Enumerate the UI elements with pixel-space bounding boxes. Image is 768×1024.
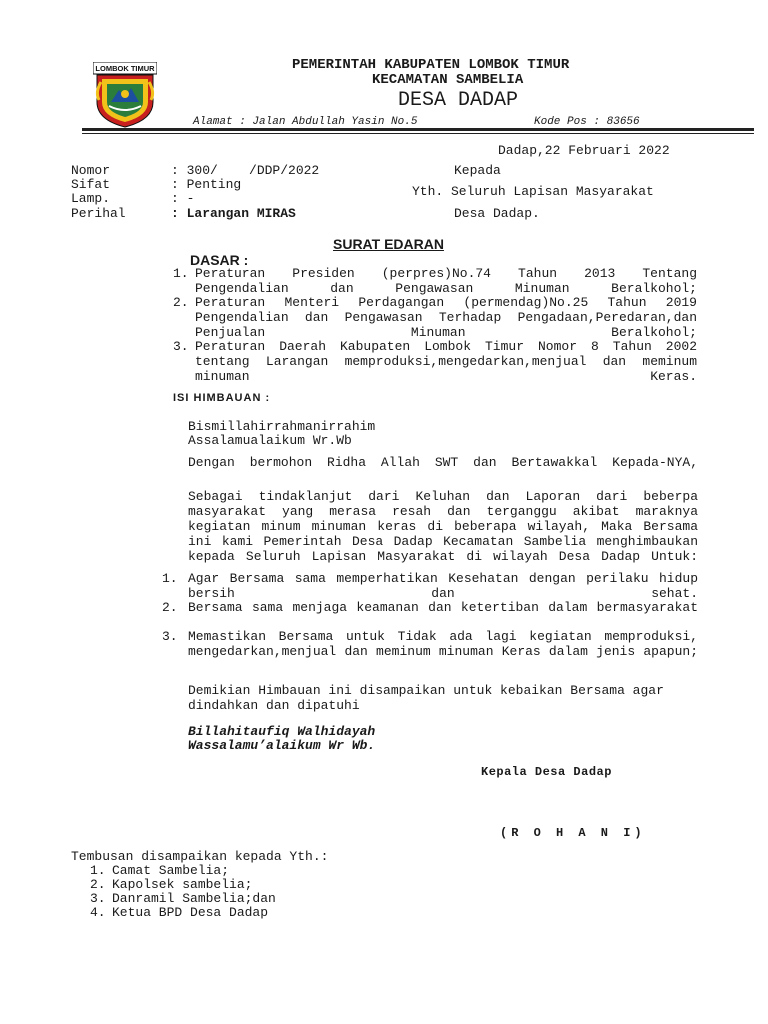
himbauan-item-1: Agar Bersama sama memperhatikan Kesehatan dengan perilaku hidup bersih dan sehat. bbox=[188, 571, 698, 601]
closing-wassalam: Wassalamu’alaikum Wr Wb. bbox=[188, 738, 376, 753]
tembusan-item-4: Ketua BPD Desa Dadap bbox=[112, 905, 269, 920]
svg-text:LOMBOK TIMUR: LOMBOK TIMUR bbox=[95, 64, 155, 73]
recipient-line: Yth. Seluruh Lapisan Masyarakat bbox=[412, 184, 654, 199]
tembusan-number-2: 2. bbox=[90, 877, 106, 892]
tembusan-item-1: Camat Sambelia; bbox=[112, 863, 230, 878]
recipient-place: Desa Dadap. bbox=[454, 206, 540, 221]
tembusan-number-4: 4. bbox=[90, 905, 106, 920]
tembusan-item-3: Danramil Sambelia;dan bbox=[112, 891, 276, 906]
dasar-number-2: 2. bbox=[173, 295, 189, 310]
greeting-salam: Assalamualaikum Wr.Wb bbox=[188, 433, 352, 448]
dasar-number-3: 3. bbox=[173, 339, 189, 354]
letterhead-line-2: KECAMATAN SAMBELIA bbox=[372, 72, 524, 88]
signer-name: (R O H A N I) bbox=[500, 826, 646, 840]
himbauan-item-2: Bersama sama menjaga keamanan dan ketertiban dalam bermasyarakat bbox=[188, 600, 698, 615]
tembusan-number-3: 3. bbox=[90, 891, 106, 906]
paragraph-background: Sebagai tindaklanjut dari Keluhan dan Laporan dari beberpa masyarakat yang merasa resah dan terganggu akibat maraknya kegiatan minum minuman keras di beberapa wilayah, Maka Bersama ini kami Pemerintah Desa Dadap Kecamatan Sambelia menghimbaukan kepada Seluruh Lapisan Masyarakat di wilayah Desa Dadap Untuk: bbox=[188, 489, 698, 564]
signer-title: Kepala Desa Dadap bbox=[481, 765, 612, 779]
meta-value-perihal: : Larangan MIRAS bbox=[171, 206, 296, 221]
meta-value-nomor: : 300/ /DDP/2022 bbox=[171, 163, 320, 178]
isi-himbauan-heading: ISI HIMBAUAN : bbox=[173, 392, 271, 404]
meta-label-lamp: Lamp. bbox=[71, 191, 111, 206]
meta-label-nomor: Nomor bbox=[71, 163, 111, 178]
dasar-number-1: 1. bbox=[173, 266, 189, 281]
dasar-item-1: Peraturan Presiden (perpres)No.74 Tahun 2013 Tentang Pengendalian dan Pengawasan Minuman Beralkohol; bbox=[195, 266, 697, 296]
himbauan-item-3: Memastikan Bersama untuk Tidak ada lagi kegiatan memproduksi, mengedarkan,menjual dan meminum minuman Keras dalam jenis apapun; bbox=[188, 629, 698, 659]
dasar-heading: DASAR : bbox=[190, 252, 249, 268]
himbauan-number-3: 3. bbox=[162, 629, 178, 644]
paragraph-opening: Dengan bermohon Ridha Allah SWT dan Bertawakkal Kepada-NYA, bbox=[188, 455, 698, 470]
dasar-item-2: Peraturan Menteri Perdagangan (permendag)No.25 Tahun 2019 Pengendalian dan Pengawasan Terhadap Pengadaan,Peredaran,dan Penjualan Minuman Beralkohol; bbox=[195, 295, 697, 340]
meta-value-lamp: : - bbox=[171, 191, 195, 206]
meta-label-perihal: Perihal bbox=[71, 206, 126, 221]
letterhead-village: DESA DADAP bbox=[398, 89, 519, 112]
letter-title: SURAT EDARAN bbox=[333, 236, 444, 252]
tembusan-number-1: 1. bbox=[90, 863, 106, 878]
letter-date: Dadap,22 Februari 2022 bbox=[498, 143, 670, 158]
himbauan-number-1: 1. bbox=[162, 571, 178, 586]
paragraph-closing: Demikian Himbauan ini disampaikan untuk kebaikan Bersama agar dindahkan dan dipatuhi bbox=[188, 683, 664, 713]
address: Alamat : Jalan Abdullah Yasin No.5 bbox=[193, 116, 418, 128]
letterhead-rule-thin bbox=[82, 133, 754, 134]
dasar-item-3: Peraturan Daerah Kabupaten Lombok Timur Nomor 8 Tahun 2002 tentang Larangan memproduksi,mengedarkan,menjual dan meminum minuman Keras. bbox=[195, 339, 697, 384]
meta-value-sifat: : Penting bbox=[171, 177, 242, 192]
postal-code: Kode Pos : 83656 bbox=[534, 116, 640, 128]
closing-billahitaufiq: Billahitaufiq Walhidayah bbox=[188, 724, 376, 739]
lombok-timur-emblem bbox=[93, 62, 157, 128]
meta-label-sifat: Sifat bbox=[71, 177, 111, 192]
greeting-bismillah: Bismillahirrahmanirrahim bbox=[188, 419, 376, 434]
letterhead-line-1: PEMERINTAH KABUPATEN LOMBOK TIMUR bbox=[292, 57, 570, 73]
letterhead-rule-thick bbox=[82, 128, 754, 131]
recipient-label: Kepada bbox=[454, 163, 501, 178]
tembusan-heading: Tembusan disampaikan kepada Yth.: bbox=[71, 849, 329, 864]
himbauan-number-2: 2. bbox=[162, 600, 178, 615]
tembusan-item-2: Kapolsek sambelia; bbox=[112, 877, 253, 892]
